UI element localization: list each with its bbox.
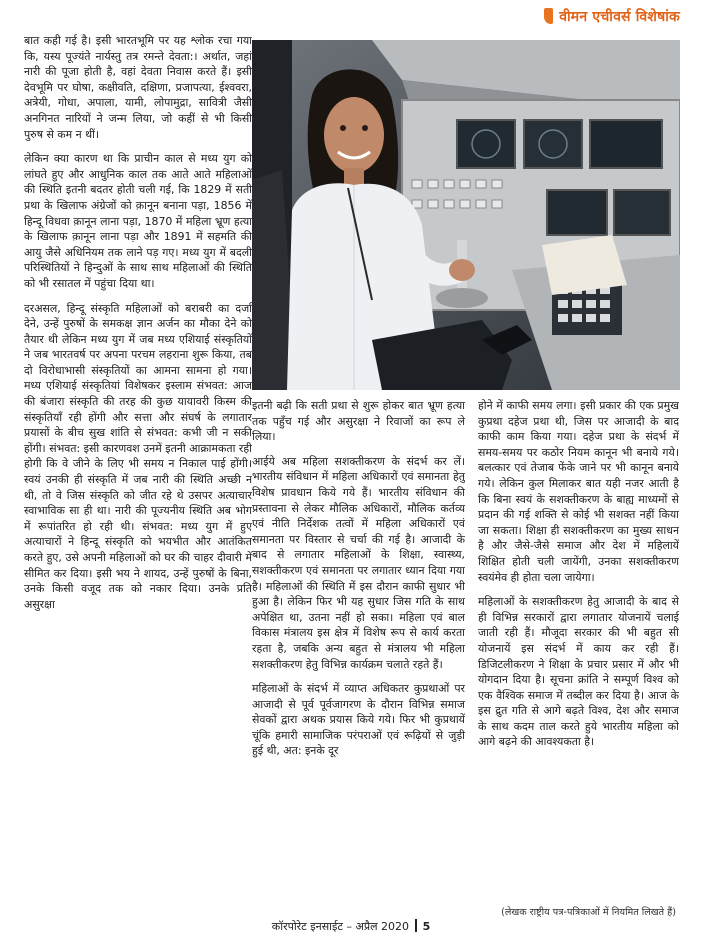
article-photo: [252, 40, 680, 390]
section-title: वीमन एचीवर्स विशेषांक: [559, 8, 680, 25]
page-footer: [0, 919, 702, 934]
paragraph: महिलाओं के संदर्भ में व्याप्त अधिकतर कुप्रथाओं पर आजादी से पूर्व पूर्वजागरण के दौरान विभिन्न समाज सेवकों द्वारा अथक प्रयास किये गये। फिर भी कुप्रथायें चूंकि हमारी सामाजिक परंपराओं एवं रूढ़ियों से जुड़ी हुई थी, अत: इनके दूर: [252, 682, 465, 758]
header-marker-icon: [544, 8, 553, 24]
page-number: 5: [422, 920, 431, 933]
article-column-2: [252, 398, 465, 913]
article-column-3: [478, 398, 679, 913]
paragraph: दरअसल, हिन्दू संस्कृति महिलाओं को बराबरी का दर्जा देने, उन्हें पुरुषों के समकक्ष ज्ञान अर्जन का मौका देने को तैयार थी लेकिन मध्य युग में जब मध्य एशियाई संस्कृतियों ने जब भारतवर्ष पर अपना परचम लहराना शुरू किया, तब दो विरोधाभासी संस्कृतियों का आमना सामना हो गया। मध्य एशियाई संस्कृतियां विशेषकर इस्लाम संभवत: आज की बंजारा संस्कृति की तरह की कुछ यायावरी किस्म की संस्कृतियाँ रही होंगी और सत्ता और संघर्ष के लगातार प्रयासों के बीच सुख शांति से संभवत: कभी जी न सकी होंगी। संभवत: इसी कारणवश उनमें इतनी आक्रामकता रही होगी कि वे जीने के लिए भी समय न निकाल पाई होंगी। स्वयं उनकी ही संस्कृति में जब नारी की स्थिति अच्छी न थी, तो वे जिस संस्कृति को जीत रहे थे उसपर अत्याचार स्वाभाविक सा ही था। नारी की पूज्यनीय स्थिति अब भोग में रूपांतरित हो रही थी। संभवत: मध्य युग में हुए अत्याचारों ने हिन्दू संस्कृति को भयभीत और आतंकित करते हुए, उसे अपनी महिलाओं को घर की चाहर दीवारी में सीमित कर दिया। इसी भय ने शायद, उन्हें पुरुषों के बिना, उनके किसी वजूद तक को नकार दिया। उनके प्रति असुरक्षा: [24, 301, 252, 611]
paragraph: होने में काफी समय लगा। इसी प्रकार की एक प्रमुख कुप्रथा दहेज प्रथा थी, जिस पर आजादी के बाद काफी काम किया गया। दहेज प्रथा के संदर्भ में समय-समय पर कठोर नियम कानून भी बनाये गये। बलत्कार एवं तेजाब फेंके जाने पर भी कानून बनाये गये। लेकिन कुल मिलाकर बात यही नजर आती है कि बिना स्वयं के सशक्तीकरण के बाह्य माध्यमों से प्रदान की गई शक्ति से कोई भी सशक्त नहीं किया जा सकता। शिक्षा ही सशक्तीकरण का मुख्य साधन है और जैसे-जैसे समाज और देश में महिलायें शिक्षित होती चली जायेंगी, उनका सशक्तीकरण स्वयंमेव ही होता चला जायेगा।: [478, 399, 679, 584]
author-note: (लेखक राष्ट्रीय पत्र-पत्रिकाओं में नियमित लिखते हैं): [501, 907, 676, 918]
footer-divider: [415, 919, 417, 932]
paragraph: लेकिन क्या कारण था कि प्राचीन काल से मध्य युग को लांघते हुए और आधुनिक काल तक आते आते महिलाओं की स्थिति इतनी बदतर होती चली गई, कि 1829 में सती प्रथा के खिलाफ अंग्रेजों को क़ानून बनाना पड़ा, 1856 में हिन्दू विधवा क़ानून लाना पड़ा, 1870 में महिला भ्रूण हत्या के खिलाफ क़ानून लाना पड़ा और 1891 में सहमति की आयु जैसे अधिनियम तक लाने पड़ गए। मध्य युग में बदली परिस्थितियों ने हिन्दुओं के साथ साथ महिलाओं की स्थिति को भी रसातल में पहुंचा दिया था।: [24, 152, 252, 290]
paragraph: आईये अब महिला सशक्तीकरण के संदर्भ कर लें। भारतीय संविधान में महिला अधिकारों एवं समानता हेतु विशेष प्रावधान किये गये हैं। भारतीय संविधान की प्रस्तावना से लेकर मौलिक अधिकारों, मौलिक कर्तव्य एवं नीति निर्देशक तत्वों में महिला अधिकारों एवं समानता पर विस्तार से चर्चा की गई है। आजादी के बाद से लगातार महिलाओं के शिक्षा, स्वास्थ्य, सशक्तीकरण एवं समानता पर लगातार ध्यान दिया गया है। महिलाओं की स्थिति में इस दौरान काफी सुधार भी हुआ है। लेकिन फिर भी यह सुधार जिस गति के साथ अपेक्षित था, उतना नहीं हो सका। महिला एवं बाल विकास मंत्रालय इस क्षेत्र में विशेष रूप से कार्य करता रहता है, जबकि अन्य बहुत से मंत्रालय भी महिला सशक्तीकरण हेतु विभिन्न कार्यक्रम चलाते रहते हैं।: [252, 454, 465, 671]
section-header: [544, 4, 680, 28]
paragraph: महिलाओं के सशक्तीकरण हेतु आजादी के बाद से ही विभिन्न सरकारों द्वारा लगातार योजनायें चलाई जाती रही हैं। मौजूदा सरकार की भी बहुत सी योजनायें इस संदर्भ में काय कर रही हैं। डिजिटलीकरण ने शिक्षा के प्रचार प्रसार में और भी योगदान दिया है। सूचना क्रांति ने सम्पूर्ण विश्व को एक वैश्विक समाज में तब्दील कर दिया है। आज के इस द्रुत गति से आगे बढ़ते विश्व, देश और समाज के साथ कदम ताल करते हुये भारतीय महिला को आगे बढ़ने की आवश्यकता है।: [478, 595, 679, 749]
article-column-1: [24, 33, 252, 913]
publication-name: कॉरपोरेट इनसाईट – अप्रैल 2020: [271, 920, 410, 933]
paragraph: बात कही गई है। इसी भारतभूमि पर यह श्लोक रचा गया कि, यस्य पूज्यंते नार्यस्तु तत्र रमन्ते देवता:। अर्थात, जहां नारी की पूजा होती है, वहां देवता निवास करते हैं। इसी देवभूमि पर घोषा, कक्षीवति, दक्षिणा, प्रजापत्या, ईश्ववरा, अत्रेयी, गोधा, अपाला, यामी, लोपामुद्रा, सावित्री जैसी अनगिनत नारियों ने जन्म लिया, जो कहीं से भी किसी पुरुष से कम न थीं।: [24, 34, 252, 141]
paragraph: इतनी बढ़ी कि सती प्रथा से शुरू होकर बात भ्रूण हत्या तक पहुँच गई और असुरक्षा ने रिवाजों का रूप ले लिया।: [252, 399, 465, 444]
